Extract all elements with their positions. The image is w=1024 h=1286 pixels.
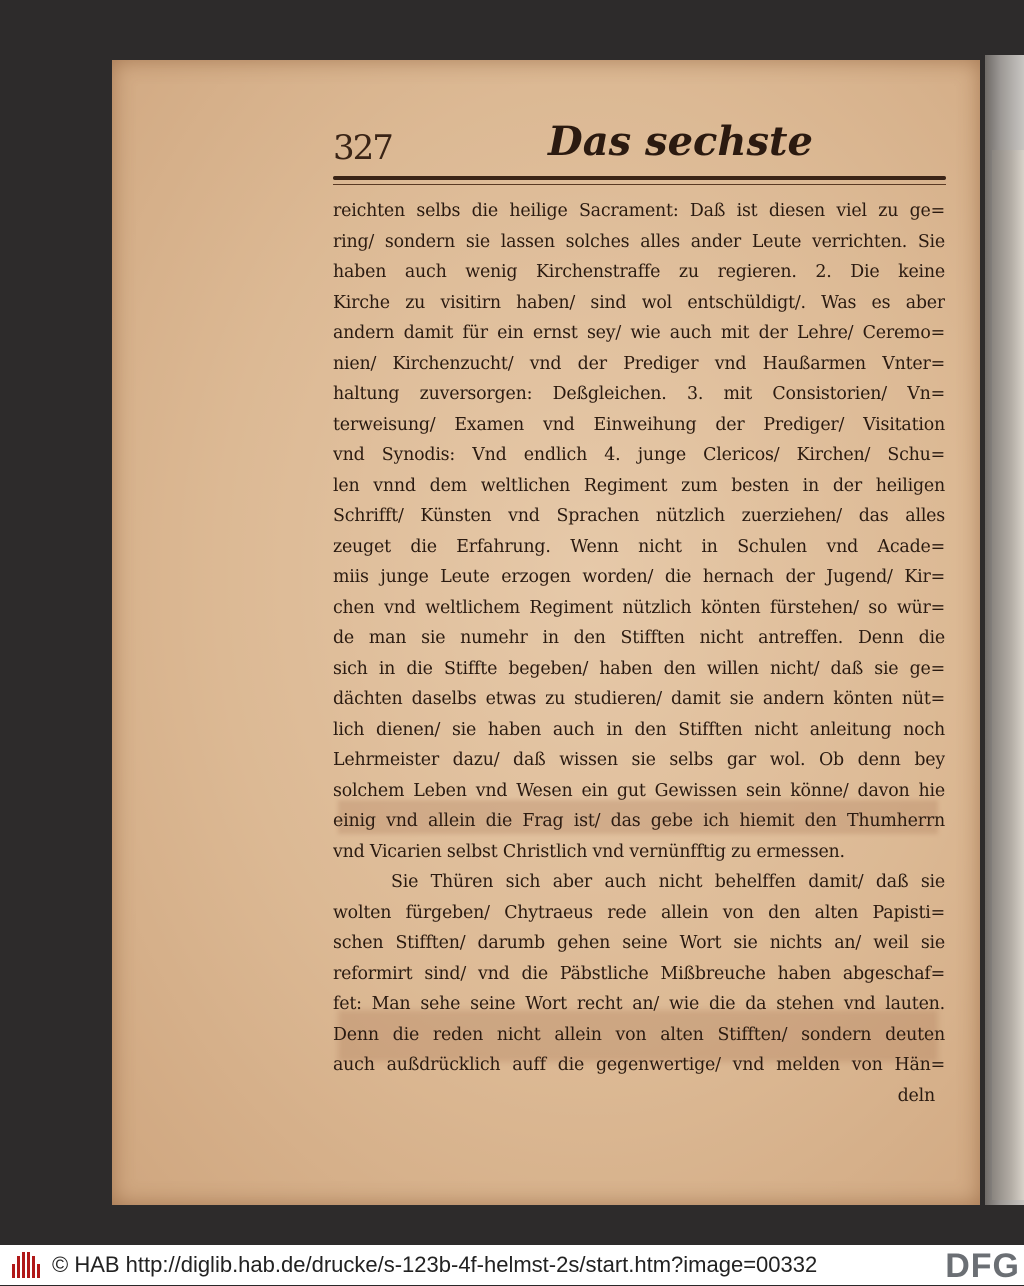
text-line: zeuget die Erfahrung. Wenn nicht in Schulen vnd Acade= xyxy=(333,536,945,557)
text-line: len vnnd dem weltlichen Regiment zum besten in der heiligen xyxy=(333,475,945,496)
text-line: Lehrmeister dazu/ daß wissen sie selbs gar wol. Ob denn bey xyxy=(333,750,945,770)
header-rule xyxy=(333,176,946,180)
text-line: schen Stifften/ darumb gehen seine Wort sie nichts an/ weil sie xyxy=(333,933,945,953)
text-line: miis junge Leute erzogen worden/ die hernach der Jugend/ Kir= xyxy=(333,567,945,587)
text-line: Schrifft/ Künsten vnd Sprachen nützlich zuerziehen/ das alles xyxy=(333,506,945,526)
text-line: haltung zuversorgen: Deßgleichen. 3. mit Consistorien/ Vn= xyxy=(333,384,945,404)
text-line: nien/ Kirchenzucht/ vnd der Prediger vnd Haußarmen Vnter= xyxy=(333,353,945,374)
text-line: wolten fürgeben/ Chytraeus rede allein von den alten Papisti= xyxy=(333,902,945,923)
text-line: sich in die Stiffte begeben/ haben den willen nicht/ daß sie ge= xyxy=(333,658,945,679)
text-line: vnd Synodis: Vnd endlich 4. junge Clericos/ Kirchen/ Schu= xyxy=(333,445,945,465)
hab-barcode-icon xyxy=(12,1252,42,1278)
adjacent-page-edge-inner xyxy=(992,150,1024,1200)
text-line: fet: Man sehe seine Wort recht an/ wie die da stehen vnd lauten. xyxy=(333,994,945,1014)
text-line: ring/ sondern sie lassen solches alles ander Leute verrichten. Sie xyxy=(333,231,945,252)
text-line: reichten selbs die heilige Sacrament: Daß ist diesen viel zu ge= xyxy=(333,201,945,221)
text-line: dächten daselbs etwas zu studieren/ damit sie andern könten nüt= xyxy=(333,689,945,709)
text-line: de man sie numehr in den Stifften nicht antreffen. Denn die xyxy=(333,628,945,648)
body-text xyxy=(333,196,945,1111)
text-line: solchem Leben vnd Wesen ein gut Gewissen sein könne/ davon hie xyxy=(333,780,945,801)
catchword: deln xyxy=(897,1085,935,1106)
copyright-url[interactable]: © HAB http://diglib.hab.de/drucke/s-123b-4f-helmst-2s/start.htm?image=00332 xyxy=(52,1252,818,1277)
text-line: einig vnd allein die Frag ist/ das gebe ich hiemit den Thumherrn xyxy=(333,811,945,831)
footer-bar xyxy=(0,1245,1024,1285)
running-head: Das sechste xyxy=(548,118,813,165)
text-line: reformirt sind/ vnd die Päbstliche Mißbreuche haben abgeschaf= xyxy=(333,963,945,984)
text-line: terweisung/ Examen vnd Einweihung der Prediger/ Visitation xyxy=(333,414,945,435)
text-line: Sie Thüren sich aber auch nicht behelffen damit/ daß sie xyxy=(391,872,945,892)
text-line: chen vnd weltlichem Regiment nützlich könten fürstehen/ so wür= xyxy=(333,597,945,618)
text-line: Denn die reden nicht allein von alten Stifften/ sondern deuten xyxy=(333,1024,945,1045)
page-number: 327 xyxy=(333,128,392,168)
dfg-logo: DFG xyxy=(945,1247,1020,1285)
text-line: lich dienen/ sie haben auch in den Stifften nicht anleitung noch xyxy=(333,719,945,740)
text-line: auch außdrücklich auff die gegenwertige/ vnd melden von Hän= xyxy=(333,1055,945,1075)
text-line: haben auch wenig Kirchenstraffe zu regieren. 2. Die keine xyxy=(333,262,945,282)
text-line: andern damit für ein ernst sey/ wie auch mit der Lehre/ Ceremo= xyxy=(333,323,945,343)
header-rule-thin xyxy=(333,184,946,185)
text-line: Kirche zu visitirn haben/ sind wol entschüldigt/. Was es aber xyxy=(333,292,945,313)
text-line: vnd Vicarien selbst Christlich vnd vernünfftig zu ermessen. xyxy=(333,841,845,862)
